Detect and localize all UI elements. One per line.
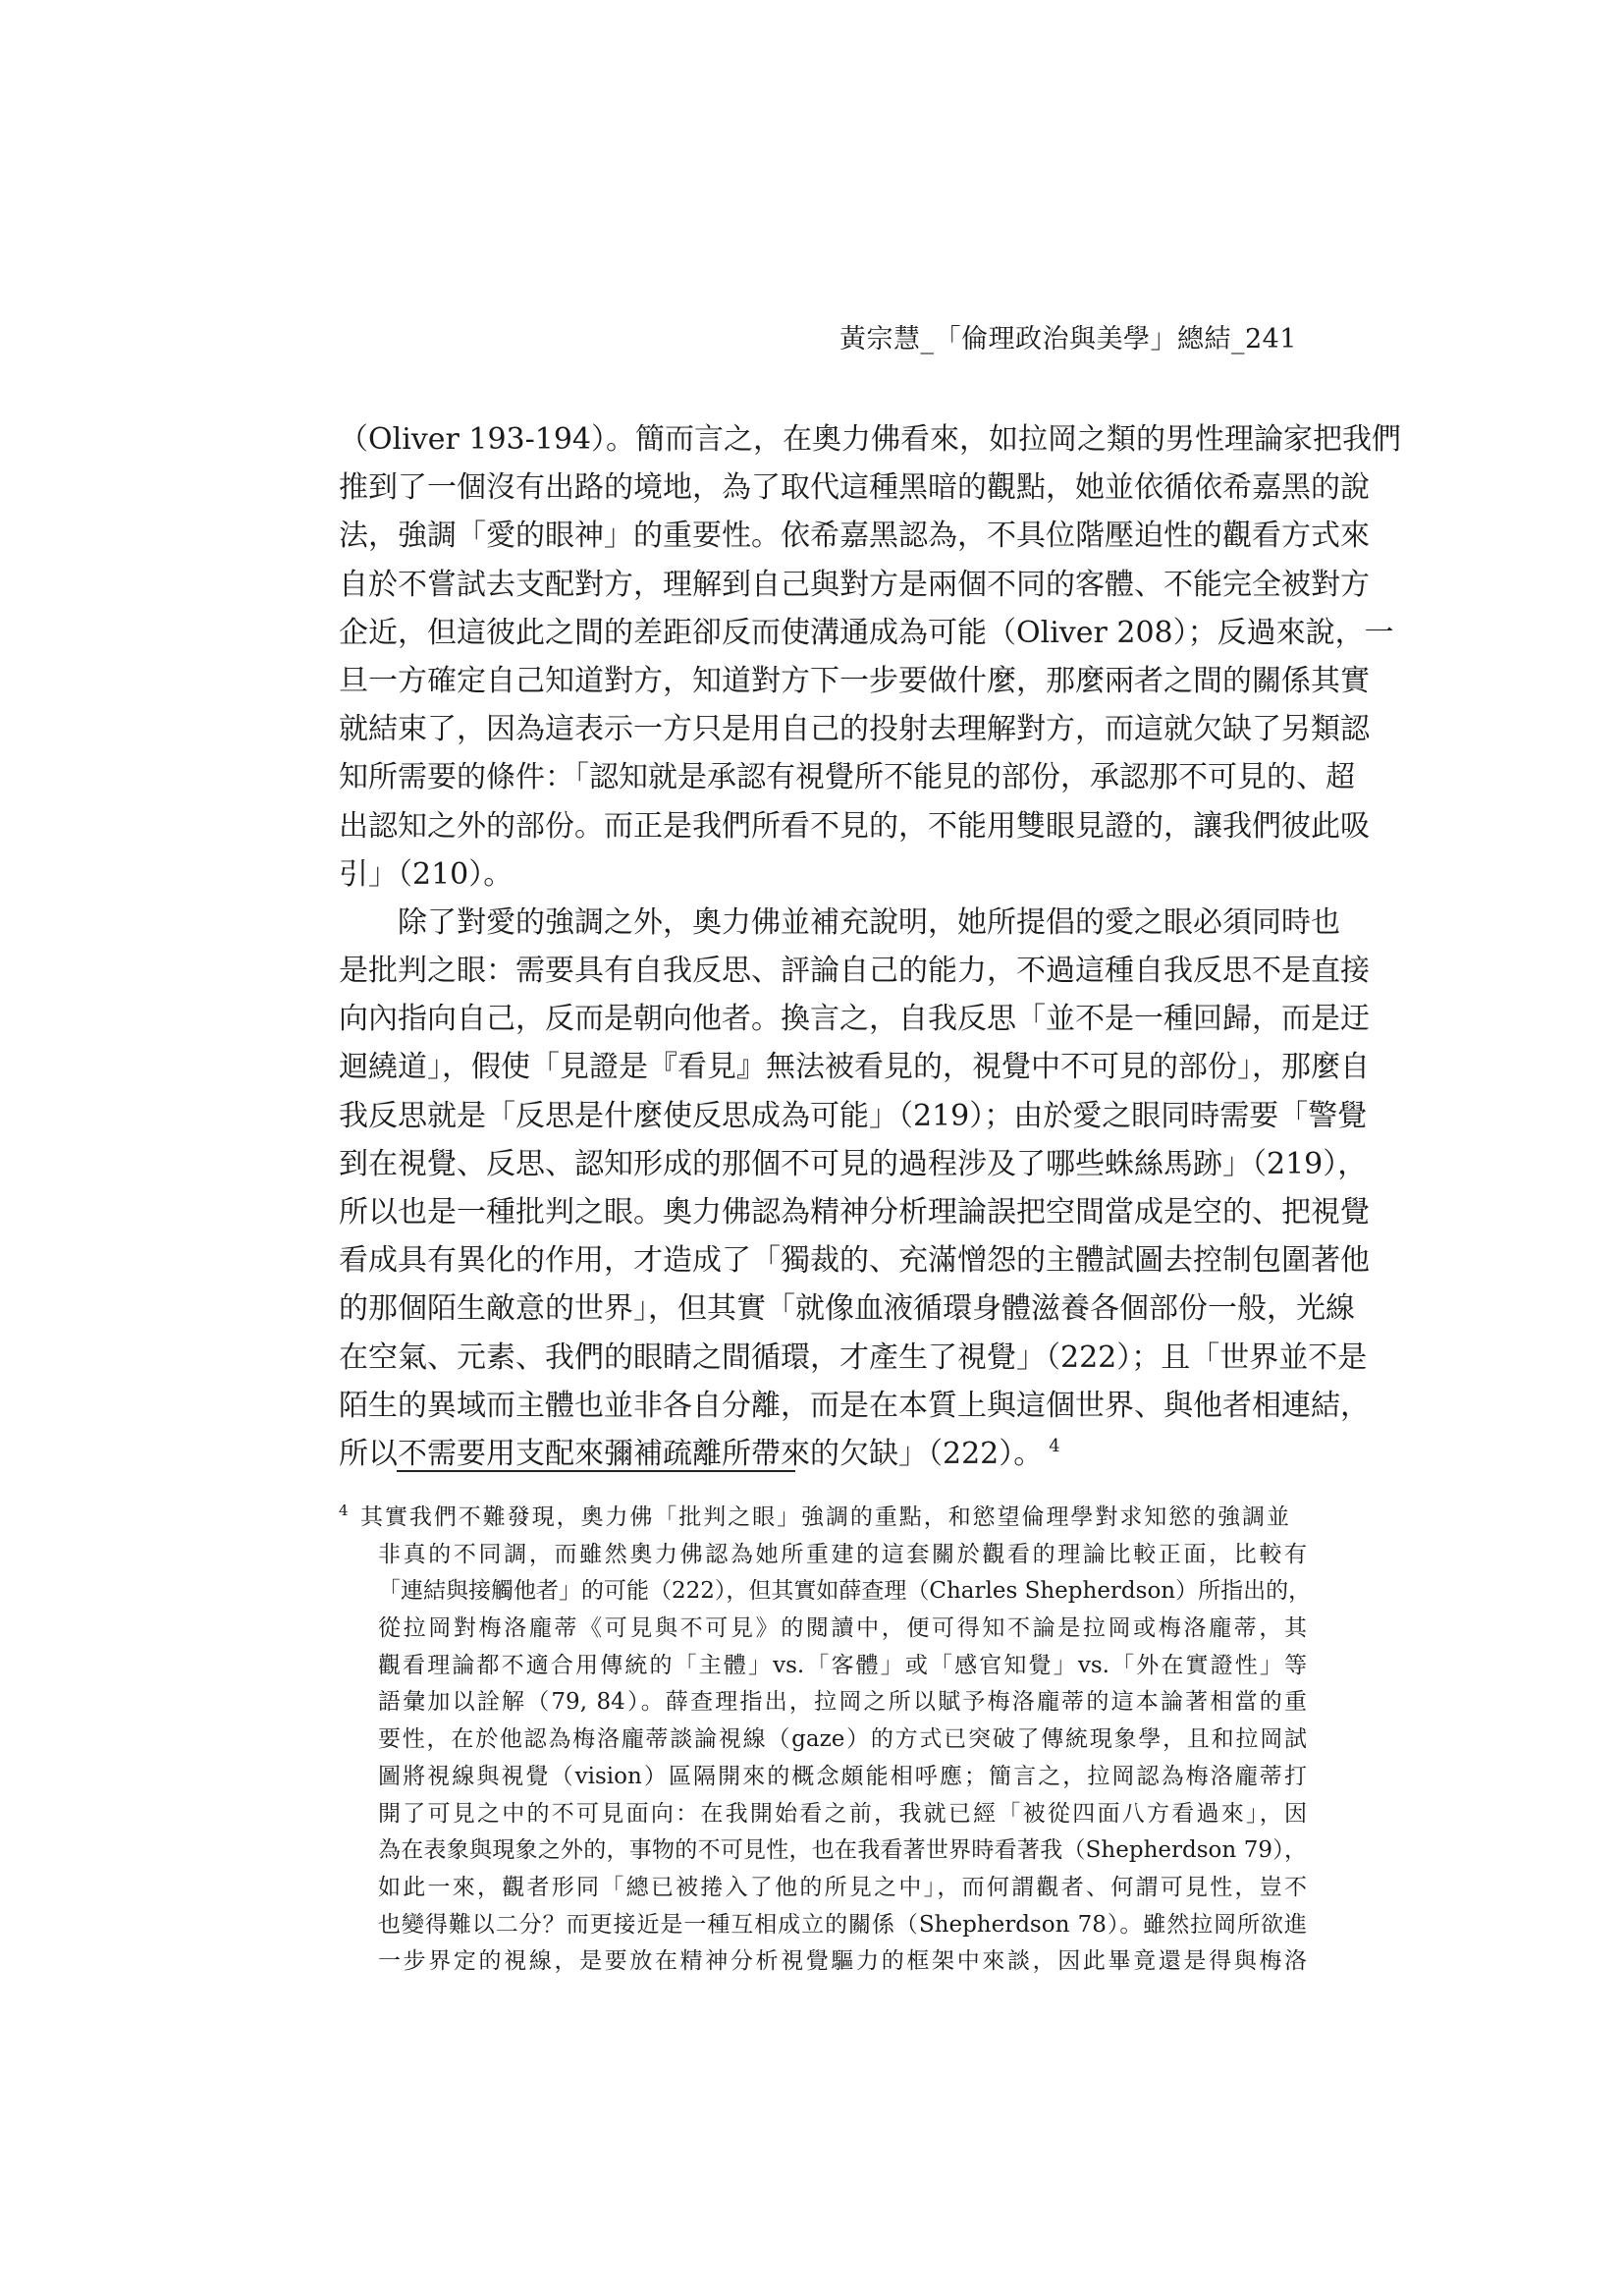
body-line: 看成具有異化的作用，才造成了「獨裁的、充滿憎怨的主體試圖去控制包圍著他 (339, 1243, 1370, 1279)
body-line: 企近，但這彼此之間的差距卻反而使溝通成為可能（Oliver 208）；反過來說，一 (339, 615, 1394, 650)
body-line: （Oliver 193-194）。簡而言之，在奧力佛看來，如拉岡之類的男性理論家把我們 (339, 422, 1402, 457)
footnote-line-text: 其實我們不難發現，奧力佛「批判之眼」強調的重點，和慾望倫理學對求知慾的強調並 (360, 1504, 1289, 1530)
running-header: 黃宗慧_「倫理政治與美學」總結_241 (839, 324, 1297, 355)
body-line: 出認知之外的部份。而正是我們所看不見的，不能用雙眼見證的，讓我們彼此吸 (339, 808, 1370, 844)
footnote-line: 開了可見之中的不可見面向：在我開始看之前，我就已經「被從四面八方看過來」，因 (378, 1800, 1307, 1827)
body-line: 推到了一個沒有出路的境地，為了取代這種黑暗的觀點，她並依循依希嘉黑的說 (339, 470, 1370, 506)
body-line: 自於不嘗試去支配對方，理解到自己與對方是兩個不同的客體、不能完全被對方 (339, 567, 1370, 602)
body-line: 引」（210）。 (339, 856, 514, 892)
body-line: 知所需要的條件：「認知就是承認有視覺所不能見的部份，承認那不可見的、超 (339, 760, 1355, 795)
footnote-line: 4 其實我們不難發現，奧力佛「批判之眼」強調的重點，和慾望倫理學對求知慾的強調並 (339, 1500, 1307, 1537)
body-line: 到在視覺、反思、認知形成的那個不可見的過程涉及了哪些蛛絲馬跡」（219）， (339, 1146, 1368, 1181)
body-line: 就結束了，因為這表示一方只是用自己的投射去理解對方，而這就欠缺了另類認 (339, 712, 1370, 747)
footnote-line: 要性，在於他認為梅洛龐蒂談論視線（gaze）的方式已突破了傳統現象學，且和拉岡試 (378, 1726, 1307, 1753)
footnote-line: 一步界定的視線，是要放在精神分析視覺驅力的框架中來談，因此畢竟還是得與梅洛 (378, 1948, 1307, 1975)
footnote (339, 1500, 1312, 1981)
footnote-line: 「連結與接觸他者」的可能（222），但其實如薛查理（Charles Shepherdson）所指出的， (378, 1578, 1312, 1605)
body-line: 陌生的異域而主體也並非各自分離，而是在本質上與這個世界、與他者相連結， (339, 1388, 1370, 1423)
body-line: 我反思就是「反思是什麼使反思成為可能」（219）；由於愛之眼同時需要「警覺 (339, 1098, 1368, 1133)
footnote-line: 為在表象與現象之外的，事物的不可見性，也在我看著世界時看著我（Shepherdson 79）， (378, 1837, 1307, 1864)
body-line: 旦一方確定自己知道對方，知道對方下一步要做什麼，那麼兩者之間的關係其實 (339, 663, 1370, 698)
footnote-line: 圖將視線與視覺（vision）區隔開來的概念頗能相呼應；簡言之，拉岡認為梅洛龐蒂打 (378, 1763, 1307, 1789)
footnote-line: 也變得難以二分？而更接近是一種互相成立的關係（Shepherdson 78）。雖然拉岡所欲進 (378, 1911, 1307, 1938)
footnote-line: 觀看理論都不適合用傳統的「主體」vs.「客體」或「感官知覺」vs.「外在實證性」等 (378, 1652, 1307, 1678)
footnote-line: 從拉岡對梅洛龐蒂《可見與不可見》的閱讀中，便可得知不論是拉岡或梅洛龐蒂，其 (378, 1615, 1307, 1642)
footnote-line: 如此一來，觀者形同「總已被捲入了他的所見之中」，而何謂觀者、何謂可見性，豈不 (378, 1874, 1307, 1900)
body-line: 向內指向自己，反而是朝向他者。換言之，自我反思「並不是一種回歸，而是迂 (339, 1002, 1370, 1037)
body-line: 法，強調「愛的眼神」的重要性。依希嘉黑認為，不具位階壓迫性的觀看方式來 (339, 519, 1370, 554)
body-line: 除了對愛的強調之外，奧力佛並補充說明，她所提倡的愛之眼必須同時也 (398, 904, 1340, 940)
body-line: 是批判之眼：需要具有自我反思、評論自己的能力，不過這種自我反思不是直接 (339, 954, 1370, 989)
body-line: 迴繞道」，假使「見證是『看見』無法被看見的，視覺中不可見的部份」，那麼自 (339, 1050, 1370, 1085)
footnote-line: 語彙加以詮解（79, 84）。薛查理指出，拉岡之所以賦予梅洛龐蒂的這本論著相當的重 (378, 1689, 1307, 1716)
footnote-reference[interactable]: 4 (1049, 1435, 1060, 1456)
body-line: 所以也是一種批判之眼。奧力佛認為精神分析理論誤把空間當成是空的、把視覺 (339, 1195, 1370, 1230)
body-line: 的那個陌生敵意的世界」，但其實「就像血液循環身體滋養各個部份一般，光線 (339, 1291, 1355, 1327)
body-line-text: 所以不需要用支配來彌補疏離所帶來的欠缺」（222）。 (339, 1436, 1044, 1471)
footnote-divider (397, 1470, 795, 1472)
footnote-line: 非真的不同調，而雖然奧力佛認為她所重建的這套關於觀看的理論比較正面，比較有 (378, 1541, 1307, 1567)
body-text (339, 415, 1402, 1478)
body-line: 在空氣、元素、我們的眼睛之間循環，才產生了視覺」（222）；且「世界並不是 (339, 1339, 1368, 1375)
